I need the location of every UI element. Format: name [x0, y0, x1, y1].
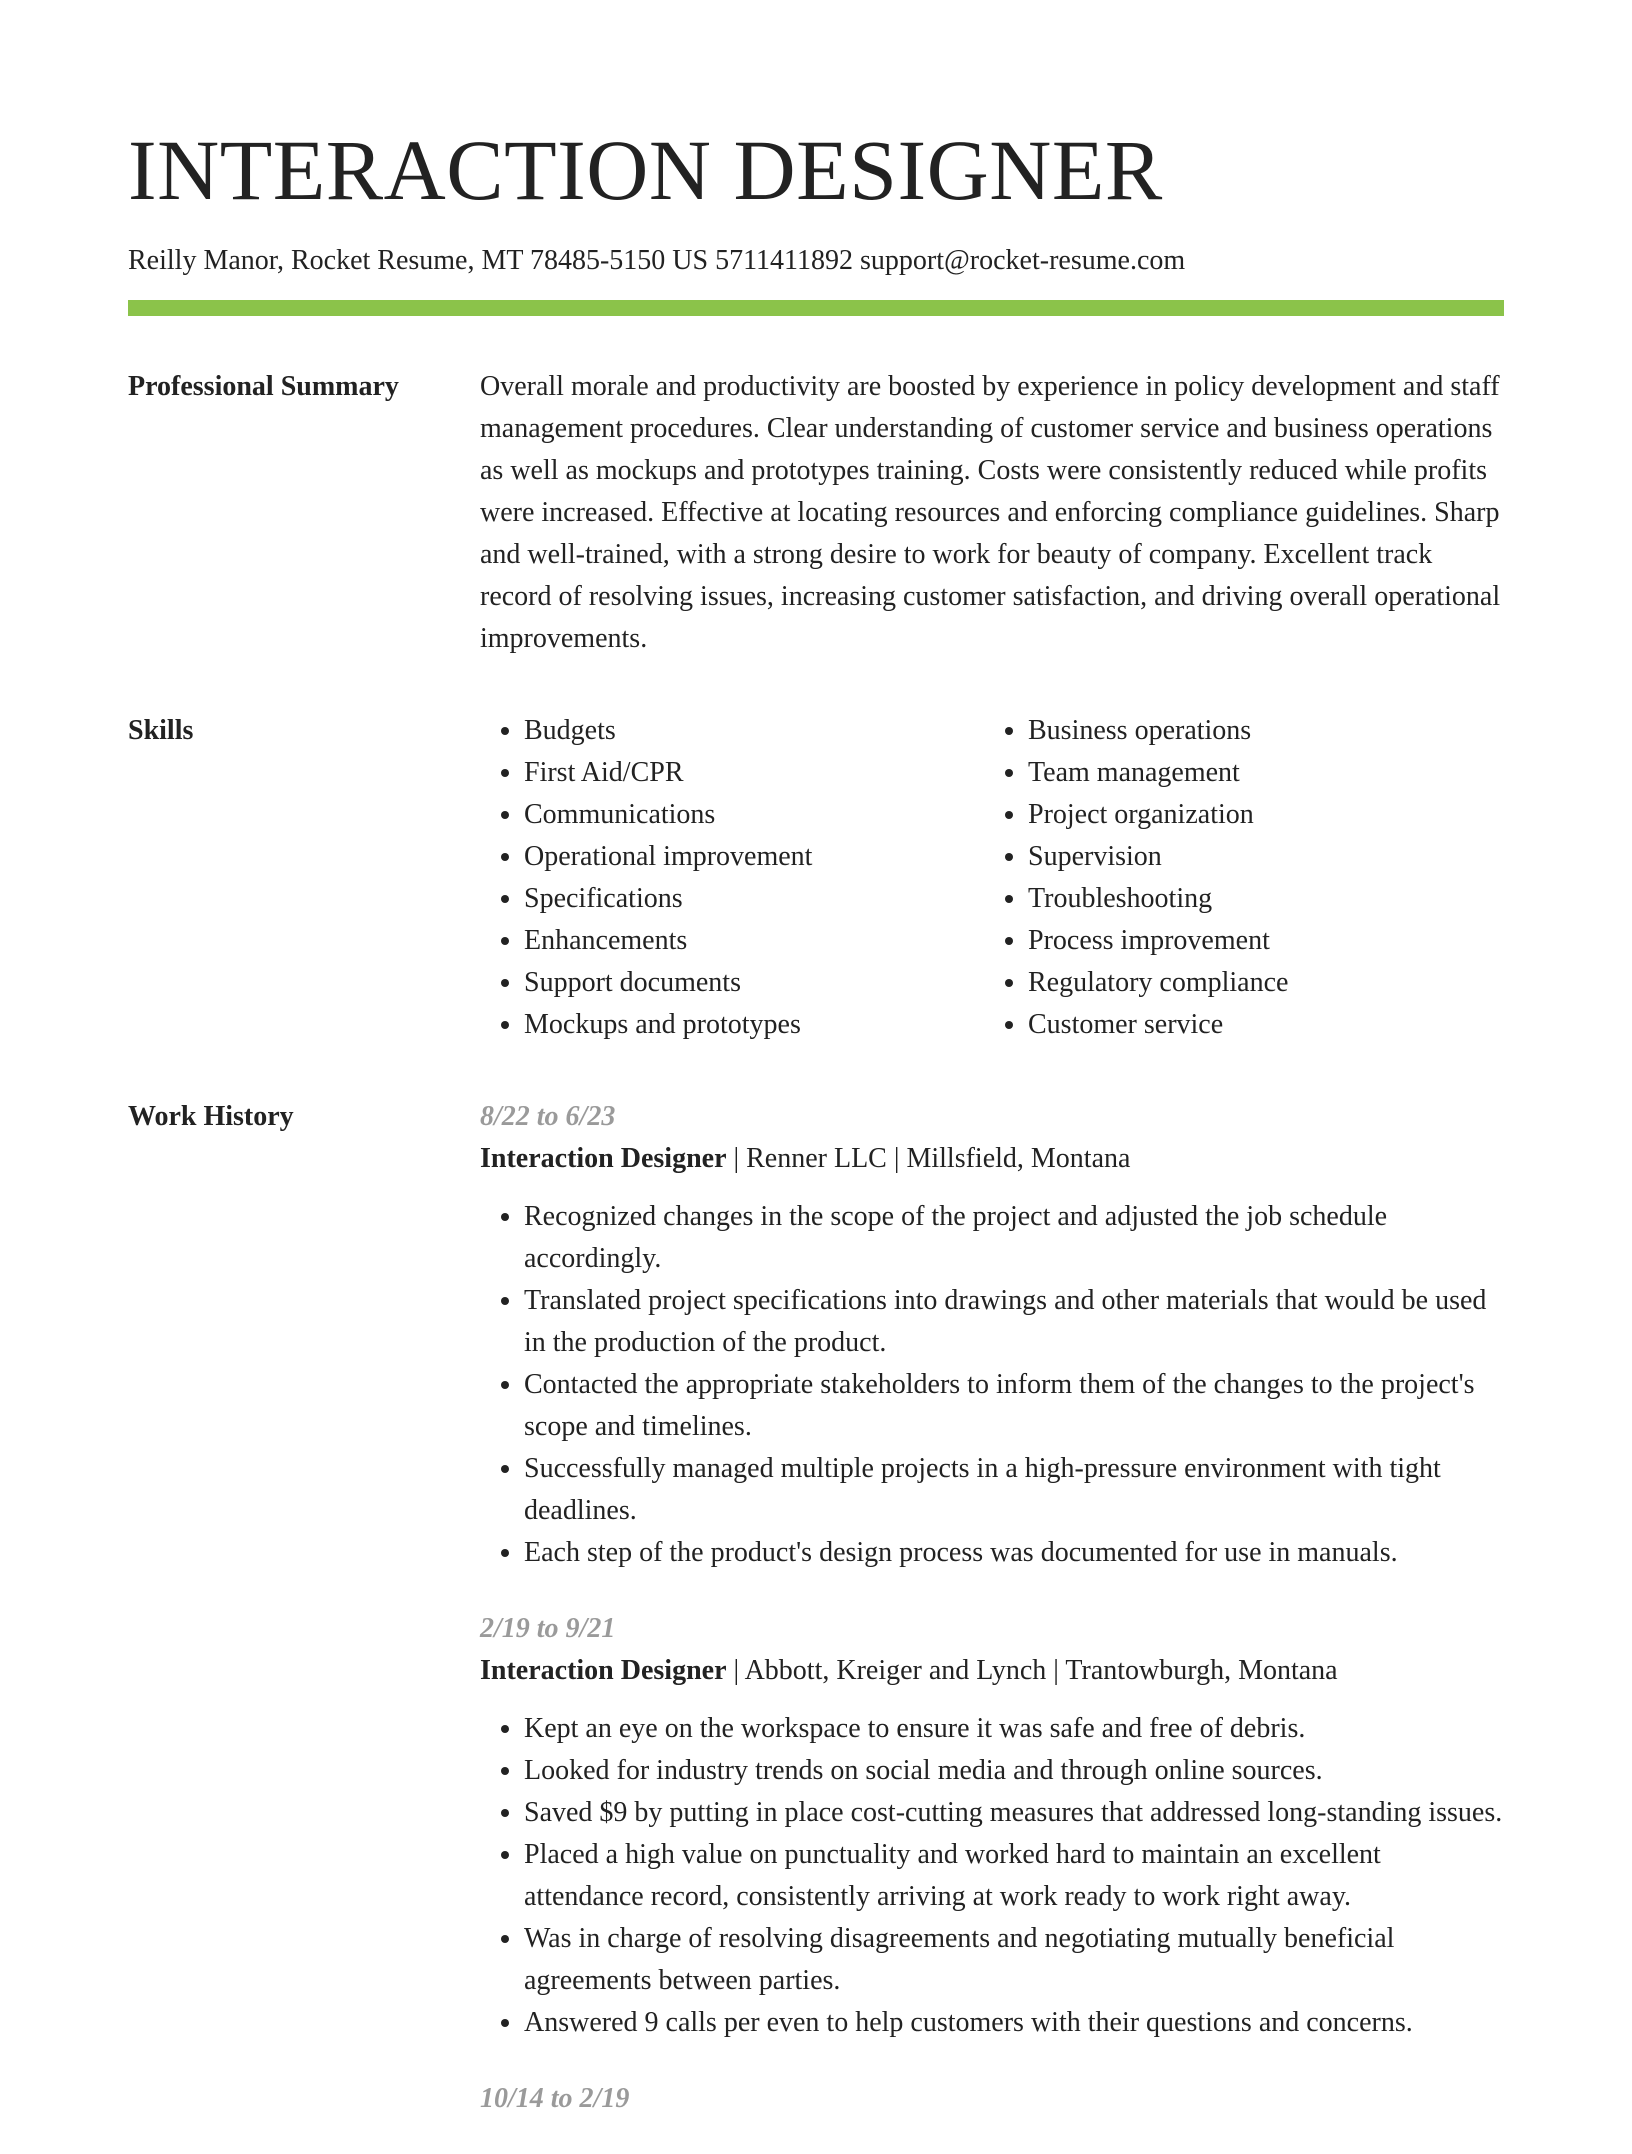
- resume-page: [128, 0, 1504, 2154]
- skill-item: • Process improvement: [1028, 920, 1488, 962]
- job-bullet: • Each step of the product's design process was documented for use in manuals.: [524, 1532, 1504, 1574]
- skill-item: • Operational improvement: [524, 836, 984, 878]
- job-entry: [480, 1608, 1504, 2044]
- skill-item: • Project organization: [1028, 794, 1488, 836]
- header-divider: [128, 300, 1504, 316]
- job-bullet: • Recognized changes in the scope of the project and adjusted the job schedule accordingly.: [524, 1196, 1504, 1280]
- section-label-skills: Skills: [128, 715, 194, 746]
- contact-line: Reilly Manor, Rocket Resume, MT 78485-5150 US 5711411892 support@rocket-resume.com: [128, 245, 1186, 276]
- job-dates: 2/19 to 9/21: [480, 1613, 616, 1644]
- job-bullets: [480, 1196, 1504, 1574]
- skill-item: • Mockups and prototypes: [524, 1004, 984, 1046]
- summary-section: [128, 366, 1504, 660]
- job-bullet: • Translated project specifications into drawings and other materials that would be used in the production of the product.: [524, 1280, 1504, 1364]
- section-label-work-history: Work History: [128, 1101, 294, 1132]
- job-details: | Renner LLC | Millsfield, Montana: [726, 1143, 1131, 1174]
- job-bullet: • Placed a high value on punctuality and worked hard to maintain an excellent attendance record, consistently arriving at work ready to work right away.: [524, 1834, 1504, 1918]
- skill-item: • Support documents: [524, 962, 984, 1004]
- skills-list-right: [984, 710, 1488, 1046]
- job-bullet: • Looked for industry trends on social media and through online sources.: [524, 1750, 1504, 1792]
- skill-item: • Business operations: [1028, 710, 1488, 752]
- skill-item: • Enhancements: [524, 920, 984, 962]
- job-bullets: [480, 1708, 1504, 2044]
- job-dates: 10/14 to 2/19: [480, 2083, 630, 2114]
- job-title-line: [480, 1138, 1504, 1180]
- skill-item: • Team management: [1028, 752, 1488, 794]
- job-title: Interaction Designer: [480, 1655, 727, 1686]
- skill-item: • Communications: [524, 794, 984, 836]
- job-bullet: • Saved $9 by putting in place cost-cutting measures that addressed long-standing issues.: [524, 1792, 1504, 1834]
- skill-item: • Customer service: [1028, 1004, 1488, 1046]
- job-bullet: • Successfully managed multiple projects in a high-pressure environment with tight deadlines.: [524, 1448, 1504, 1532]
- resume-title: INTERACTION DESIGNER: [128, 122, 1163, 218]
- skill-item: • Specifications: [524, 878, 984, 920]
- skill-item: • Supervision: [1028, 836, 1488, 878]
- job-bullet: • Contacted the appropriate stakeholders to inform them of the changes to the project's scope and timelines.: [524, 1364, 1504, 1448]
- job-entry: [480, 1096, 1504, 1574]
- skills-section: [128, 710, 1504, 1046]
- section-label-summary: Professional Summary: [128, 371, 399, 402]
- job-bullet: • Answered 9 calls per even to help customers with their questions and concerns.: [524, 2002, 1504, 2044]
- skills-list-left: [480, 710, 984, 1046]
- job-bullet: • Was in charge of resolving disagreements and negotiating mutually beneficial agreements between parties.: [524, 1918, 1504, 2002]
- summary-text: Overall morale and productivity are boosted by experience in policy development and staff management procedures. Clear understanding of customer service and business operations as well as mockups and prototypes training. Costs were consistently reduced while profits were increased. Effective at locating resources and enforcing compliance guidelines. Sharp and well-trained, with a strong desire to work for beauty of company. Excellent track record of resolving issues, increasing customer satisfaction, and driving overall operational improvements.: [480, 371, 1501, 654]
- work-history-section: [128, 1096, 1504, 2154]
- job-bullet: • Kept an eye on the workspace to ensure it was safe and free of debris.: [524, 1708, 1504, 1750]
- job-title: Interaction Designer: [480, 1143, 727, 1174]
- skill-item: • First Aid/CPR: [524, 752, 984, 794]
- skills-columns: [480, 710, 1504, 1046]
- skill-item: • Budgets: [524, 710, 984, 752]
- job-title-line: [480, 1650, 1504, 1692]
- skill-item: • Troubleshooting: [1028, 878, 1488, 920]
- skill-item: • Regulatory compliance: [1028, 962, 1488, 1004]
- job-entry: [480, 2078, 1504, 2120]
- job-dates: 8/22 to 6/23: [480, 1101, 616, 1132]
- job-details: | Abbott, Kreiger and Lynch | Trantowburgh, Montana: [726, 1655, 1338, 1686]
